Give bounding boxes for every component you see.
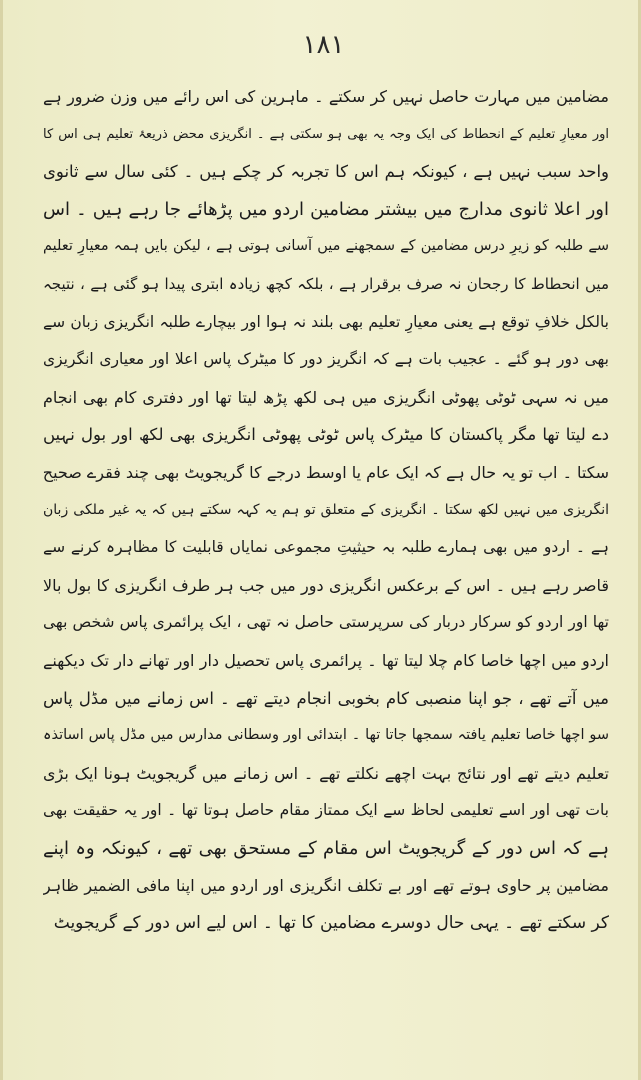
text-line: بات تھی اور اسے تعلیمی لحاظ سے ایک ممتاز مقام حاصل ہوتا تھا ۔ اور یہ حقیقت بھی (43, 801, 609, 820)
text-line: بالکل خلافِ توقع ہے یعنی معیارِ تعلیم بھی بلند نہ ہوا اور بیچارے طلبہ انگریزی زبان سے (43, 312, 609, 331)
text-line: ہے ۔ اردو میں بھی ہمارے طلبہ بہ حیثیتِ مجموعی نمایاں قابلیت کا مظاہرہ کرنے سے (43, 538, 609, 557)
text-line: ہے کہ اس دور کے گریجویٹ اس مقام کے مستحق بھی تھے ، کیونکہ وہ اپنے (43, 837, 609, 859)
text-line: واحد سبب نہیں ہے ، کیونکہ ہم اس کا تجربہ کر چکے ہیں ۔ کئی سال سے ثانوی (43, 162, 609, 182)
text-line: قاصر رہے ہیں ۔ اس کے برعکس انگریزی دور میں جب ہر طرف انگریزی کا بول بالا (43, 575, 609, 595)
text-line: مضامین پر حاوی ہوتے تھے اور بے تکلف انگریزی اور اردو میں اپنا مافی الضمیر ظاہر (43, 876, 609, 896)
text-line: انگریزی میں نہیں لکھ سکتا ۔ انگریزی کے متعلق تو ہم یہ کہہ سکتے ہیں کہ یہ غیر ملکی زبان (43, 501, 609, 518)
text-line: سو اچھا خاصا تعلیم یافتہ سمجھا جاتا تھا ۔ ابتدائی اور وسطانی مدارس میں مڈل پاس اساتذہ (43, 727, 609, 744)
text-line: تعلیم دیتے تھے اور نتائج بہت اچھے نکلتے تھے ۔ اس زمانے میں گریجویٹ ہونا ایک بڑی (43, 763, 609, 783)
page-number: ۱۸۱ (302, 30, 345, 60)
text-line: تھا اور اردو کو سرکار دربار کی سرپرستی حاصل نہ تھی ، ایک پرائمری پاس شخص بھی (43, 613, 609, 632)
text-line: دے لیتا تھا مگر پاکستان کا میٹرک پاس ٹوٹی پھوٹی انگریزی بھی لکھ اور بول نہیں (43, 425, 609, 445)
body-text (43, 78, 609, 943)
text-line: مضامین میں مہارت حاصل نہیں کر سکتے ۔ ماہرین کی اس رائے میں وزن ضرور ہے (43, 87, 609, 106)
text-line: بھی دور ہو گئے ۔ عجیب بات ہے کہ انگریز دور کا میٹرک پاس اعلا اور معیاری انگریزی (43, 350, 609, 369)
text-line: کر سکتے تھے ۔ یہی حال دوسرے مضامین کا تھا ۔ اس لیے اس دور کے گریجویٹ (53, 913, 609, 934)
text-line: میں آتے تھے ، جو اپنا منصبی کام بخوبی انجام دیتے تھے ۔ اس زمانے میں مڈل پاس (43, 688, 609, 708)
text-line: سے طلبہ کو زیرِ درس مضامین کے سمجھنے میں آسانی ہوتی ہے ، لیکن بایں ہمہ معیارِ تعلیم (43, 238, 609, 255)
text-line: اور اعلا ثانوی مدارج میں بیشتر مضامین اردو میں پڑھائے جا رہے ہیں ۔ اس (43, 198, 609, 220)
text-line: میں نہ سہی ٹوٹی پھوٹی انگریزی میں ہی لکھ پڑھ لیتا تھا اور دفتری کام بھی انجام (43, 387, 609, 407)
text-line: اردو میں اچھا خاصا کام چلا لیتا تھا ۔ پرائمری پاس تحصیل دار اور تھانے دار تک دیکھنے (43, 650, 609, 670)
text-line: سکتا ۔ اب تو یہ حال ہے کہ ایک عام یا اوسط درجے کا گریجویٹ بھی چند فقرے صحیح (43, 462, 609, 482)
text-line: اور معیارِ تعلیم کے انحطاط کی ایک وجہ یہ بھی ہو سکتی ہے ۔ انگریزی محض ذریعۂ تعلیم ہی اس کا (43, 126, 609, 142)
text-line: میں انحطاط کا رجحان نہ صرف برقرار ہے ، بلکہ کچھ زیادہ ابتری پیدا ہو گئی ہے ، نتیجہ (43, 274, 609, 293)
